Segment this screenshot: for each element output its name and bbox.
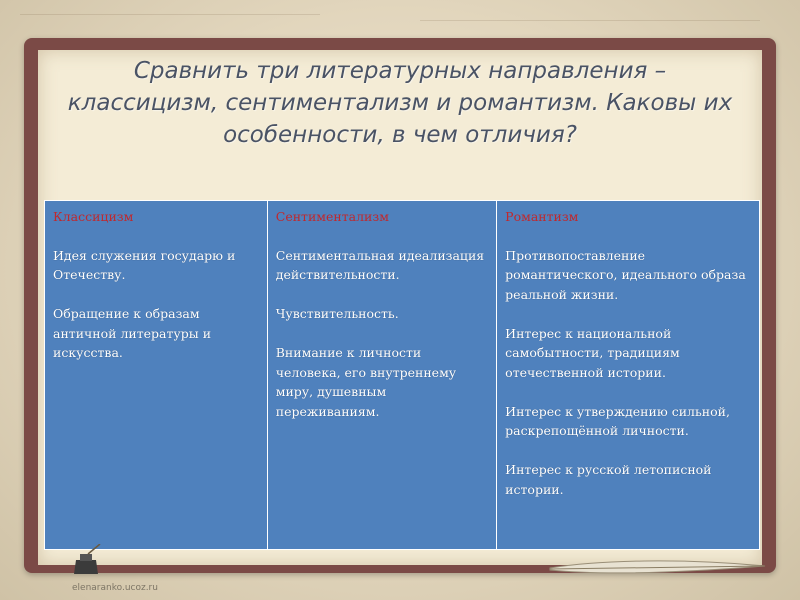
decorative-handwriting xyxy=(420,20,760,21)
column-classicism xyxy=(45,201,268,550)
column-paragraph: Сентиментальная идеализация действительности. xyxy=(275,247,485,282)
comparison-table xyxy=(44,200,760,550)
column-romanticism xyxy=(497,201,760,550)
slide-title: Сравнить три литературных направления – классицизм, сентиментализм и романтизм. Каковы их особенности, в чем отличия? xyxy=(67,58,733,148)
column-paragraph: Внимание к личности человека, его внутреннему миру, душевным переживаниям. xyxy=(275,345,457,419)
column-paragraph: Чувствительность. xyxy=(275,306,399,321)
column-title: Сентиментализм xyxy=(275,209,389,224)
quill-pen-icon xyxy=(540,548,770,588)
inkwell-icon xyxy=(66,544,106,580)
footer-url: elenaranko.ucoz.ru xyxy=(72,583,158,593)
column-paragraph: Интерес к русской летописной истории. xyxy=(505,462,712,497)
column-sentimentalism xyxy=(267,201,496,550)
column-paragraph: Обращение к образам античной литературы и искусства. xyxy=(53,306,212,360)
column-paragraph: Идея служения государю и Отечеству. xyxy=(53,247,236,282)
table-row xyxy=(45,201,760,550)
column-paragraph: Интерес к национальной самобытности, традициям отечественной истории. xyxy=(505,325,680,380)
column-paragraph: Противопоставление романтического, идеального образа реальной жизни. xyxy=(505,247,746,302)
decorative-handwriting xyxy=(20,14,320,15)
column-title: Романтизм xyxy=(505,209,579,224)
column-title: Классицизм xyxy=(53,209,134,224)
column-paragraph: Интерес к утверждению сильной, раскрепощённой личности. xyxy=(505,403,730,438)
